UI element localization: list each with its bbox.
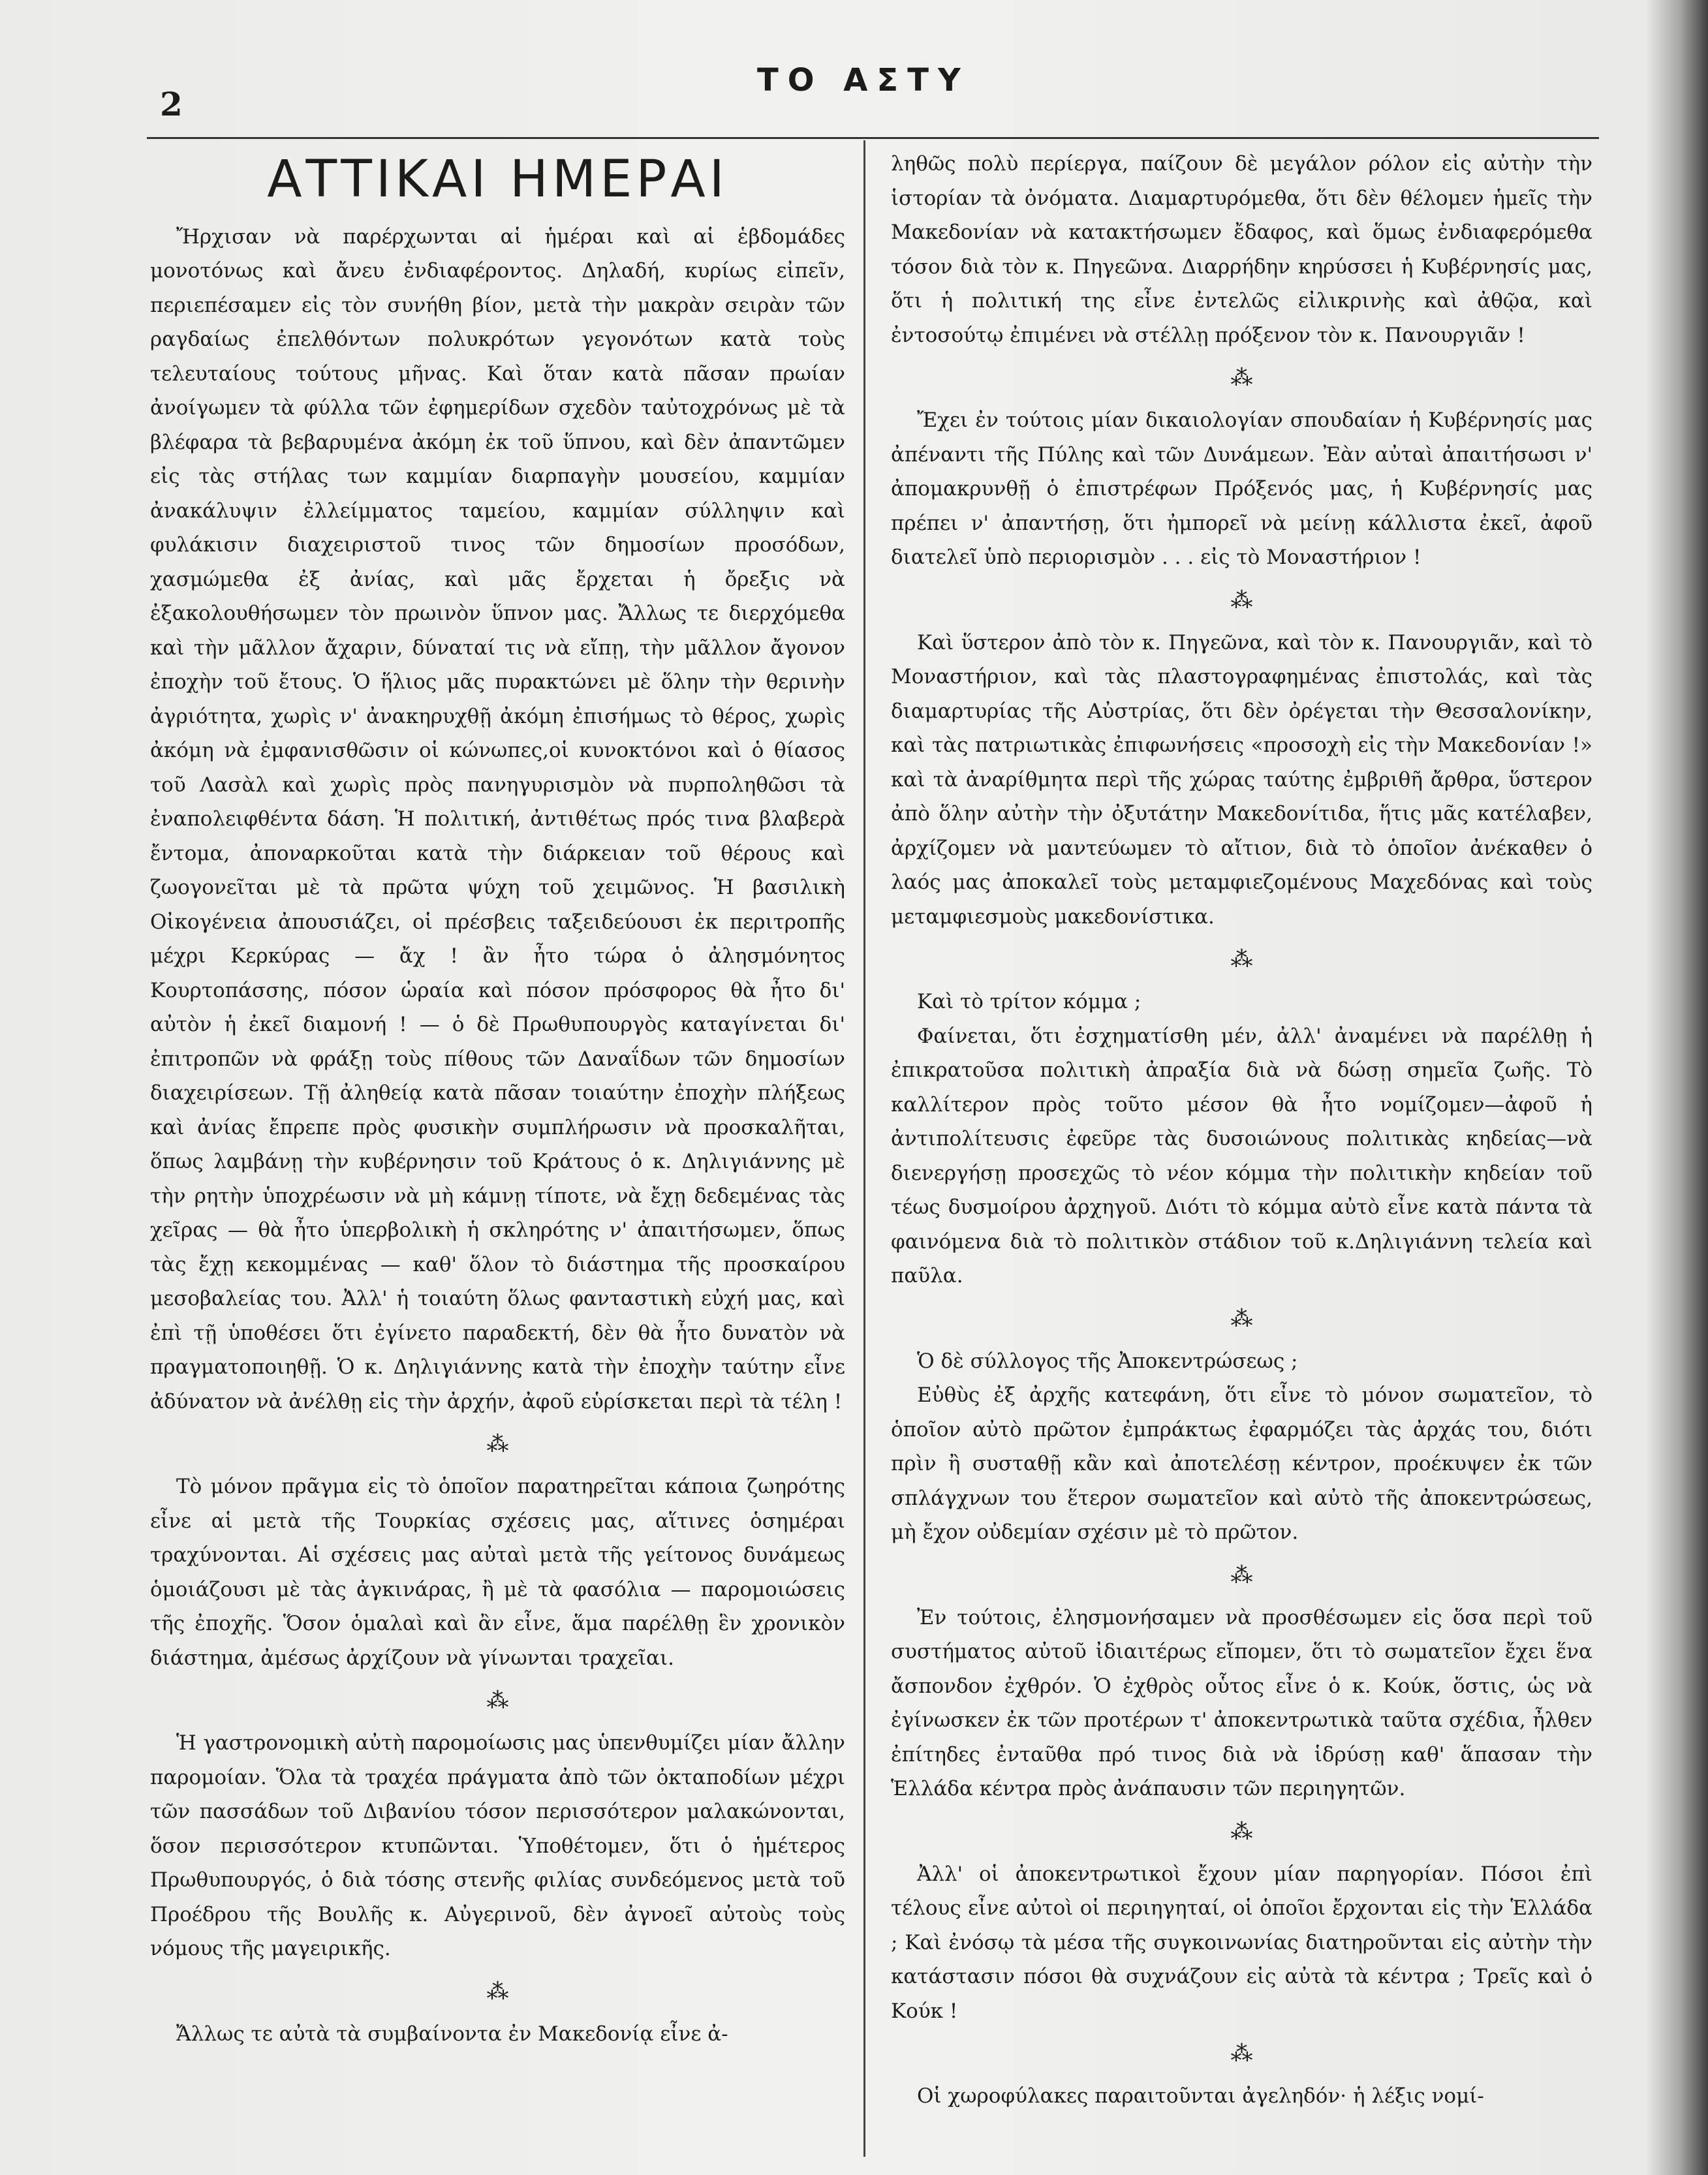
paragraph: Ἤρχισαν νὰ παρέρχωνται αἱ ἡμέραι καὶ αἱ ἑβδομάδες μονοτόνως καὶ ἄνευ ἐνδιαφέροντος. Δηλαδή, κυρίως εἰπεῖν, περιεπέσαμεν εἰς τὸν συνήθη βίον, μετὰ τὴν μακρὰν σειρὰν τῶν ραγδαίως ἐπελθόντων πολυκρότων γεγονότων κατὰ τοὺς τελευταίους τούτους μῆνας. Καὶ ὅταν κατὰ πᾶσαν πρωίαν ἀνοίγωμεν τὰ φύλλα τῶν ἐφημερίδων σχεδὸν ταὐτοχρόνως μὲ τὰ βλέφαρα τὰ βεβαρυμένα ἀκόμη ἐκ τοῦ ὕπνου, καὶ δὲν ἀπαντῶμεν εἰς τὰς στήλας των καμμίαν διαρπαγὴν μουσείου, καμμίαν ἀνακάλυψιν ἐλλείμματος ταμείου, καμμίαν σύλληψιν καὶ φυλάκισιν διαχειριστοῦ τινος τῶν δημοσίων προσόδων, χασμώμεθα ἐξ ἀνίας, καὶ μᾶς ἔρχεται ἡ ὄρεξις νὰ ἐξακολουθήσωμεν τὸν πρωινὸν ὕπνον μας. Ἄλλως τε διερχόμεθα καὶ τὴν μᾶλλον ἄχαριν, δύναταί τις νὰ εἴπῃ, τὴν μᾶλλον ἄγονον ἐποχὴν τοῦ ἔτους. Ὁ ἥλιος μᾶς πυρακτώνει μὲ ὅλην τὴν θερινὴν ἀγριότητα, χωρὶς ν' ἀνακηρυχθῇ ἀκόμη ἐπισήμως τὸ θέρος, χωρὶς ἀκόμη νὰ ἐμφανισθῶσιν οἱ κώνωπες,οἱ κυνοκτόνοι καὶ ὁ θίασος τοῦ Λασὰλ καὶ χωρὶς πρὸς πανηγυρισμὸν νὰ πυρποληθῶσι τὰ ἐναπολειφθέντα δάση. Ἡ πολιτική, ἀντιθέτως πρός τινα βλαβερὰ ἔντομα, ἀποναρκοῦται κατὰ τὴν διάρκειαν τοῦ θέρους καὶ ζωογονεῖται μὲ τὰ πρῶτα ψύχη τοῦ χειμῶνος. Ἡ βασιλικὴ Οἰκογένεια ἀπουσιάζει, οἱ πρέσβεις ταξειδεύουσι ἐκ περιτροπῆς μέχρι Κερκύρας — ἄχ ! ἂν ἦτο τώρα ὁ ἀλησμόνητος Κουρτοπάσσης, πόσον ὡραία καὶ πόσον πρόσφορος θὰ ἦτο δι' αὐτὸν ἡ ἐκεῖ διαμονή ! — ὁ δὲ Πρωθυπουργὸς καταγίνεται δι' ἐπιτροπῶν νὰ φράξῃ τοὺς πίθους τῶν Δαναΐδων τῶν δημοσίων διαχειρίσεων. Τῇ ἀληθείᾳ κατὰ πᾶσαν τοιαύτην ἐποχὴν πλήξεως καὶ ἀνίας ἔπρεπε πρὸς φυσικὴν συμπλήρωσιν νὰ προσκαλῆται, ὅπως λαμβάνῃ τὴν κυβέρνησιν τοῦ Κράτους ὁ κ. Δηλιγιάννης μὲ τὴν ρητὴν ὑποχρέωσιν νὰ μὴ κάμνῃ τίποτε, νὰ ἔχῃ δεδεμένας τὰς χεῖρας — θὰ ἦτο ὑπερβολικὴ ἡ σκληρότης ν' ἀπαιτήσωμεν, ὅπως τὰς ἔχῃ κεκομμένας — καθ' ὅλον τὸ διάστημα τῆς προσκαίρου μεσοβαλείας του. Ἀλλ' ἡ τοιαύτη ὅλως φανταστικὴ εὐχή μας, καὶ ἐπὶ τῇ ὑποθέσει ὅτι ἐγίνετο παραδεκτή, δὲν θὰ ἦτο δυνατὸν νὰ πραγματοποιηθῇ. Ὁ κ. Δηλιγιάννης κατὰ τὴν ἐποχὴν ταύτην εἶνε ἀδύνατον νὰ ἀνέλθῃ εἰς τὴν ἀρχήν, ἀφοῦ εὑρίσκεται περὶ τὰ τέλη ! xyxy=(150,224,845,1413)
paragraph: Φαίνεται, ὅτι ἐσχηματίσθη μέν, ἀλλ' ἀναμένει νὰ παρέλθῃ ἡ ἐπικρατοῦσα πολιτικὴ ἀπραξία διὰ νὰ δώσῃ σημεῖα ζωῆς. Τὸ καλλίτερον πρὸς τοῦτο μέσον θὰ ἦτο νομίζομεν—ἀφοῦ ἡ ἀντιπολίτευσις ἐφεῦρε τὰς δυσοιώνους πολιτικὰς κηδείας—νὰ διενεργήσῃ προσεχῶς τὸ νέον κόμμα τὴν πολιτικὴν κηδείαν τοῦ τέως δυσμοίρου ἀρχηγοῦ. Διότι τὸ κόμμα αὐτὸ εἶνε κατὰ πάντα τὰ φαινόμενα διὰ τὸ πολιτικὸν στάδιον τοῦ κ.Δηλιγιάννη τελεία καὶ παῦλα. xyxy=(891,1024,1592,1288)
header-rule xyxy=(147,137,1599,139)
section-separator: ⁂ xyxy=(1230,946,1253,972)
masthead: ΤΟ ΑΣΤΥ xyxy=(757,62,970,99)
article-title: ΑΤΤΙΚΑΙ ΗΜΕΡΑΙ xyxy=(267,150,728,209)
section-separator: ⁂ xyxy=(1230,1305,1253,1332)
paragraph: Ἡ γαστρονομικὴ αὐτὴ παρομοίωσις μας ὑπενθυμίζει μίαν ἄλλην παρομοίαν. Ὅλα τὰ τραχέα πράγματα ἀπὸ τῶν ὀκταποδίων μέχρι τῶν πασσάδων τοῦ Διβανίου τόσον περισσότερον μαλακώνονται, ὅσον περισσότερον κτυπῶνται. Ὑποθέτομεν, ὅτι ὁ ἡμέτερος Πρωθυπουργός, ὁ διὰ τόσης στενῆς φιλίας συνδεόμενος μετὰ τοῦ Προέδρου τῆς Βουλῆς κ. Αὐγερινοῦ, δὲν ἀγνοεῖ αὐτοὺς τοὺς νόμους τῆς μαγειρικῆς. xyxy=(150,1731,845,1961)
right-column xyxy=(891,147,1592,2114)
paragraph: Ἔχει ἐν τούτοις μίαν δικαιολογίαν σπουδαίαν ἡ Κυβέρνησίς μας ἀπέναντι τῆς Πύλης καὶ τῶν Δυνάμεων. Ἐὰν αὐταὶ ἀπαιτήσωσι ν' ἀπομακρυνθῇ ὁ ἐπιστρέφων Πρόξενός μας, ἡ Κυβέρνησίς μας πρέπει ν' ἀπαντήσῃ, ὅτι ἠμπορεῖ νὰ μείνῃ κάλλιστα ἐκεῖ, ἀφοῦ διατελεῖ ὑπὸ περιορισμὸν . . . εἰς τὸ Μοναστήριον ! xyxy=(891,409,1592,569)
section-separator: ⁂ xyxy=(1230,1562,1253,1588)
page-number: 2 xyxy=(160,85,183,123)
paragraph: Οἱ χωροφύλακες παραιτοῦνται ἀγεληδόν· ἡ λέξις νομί- xyxy=(917,2084,1484,2108)
paragraph: Καὶ τὸ τρίτον κόμμα ; xyxy=(917,990,1141,1013)
paragraph: Ἀλλ' οἱ ἀποκεντρωτικοὶ ἔχουν μίαν παρηγορίαν. Πόσοι ἐπὶ τέλους εἶνε αὐτοὶ οἱ περιηγηταί, οἱ ὁποῖοι ἔρχονται εἰς τὴν Ἑλλάδα ; Καὶ ἐνόσῳ τὰ μέσα τῆς συγκοινωνίας διατηροῦνται εἰς αὐτὴν τὴν κατάστασιν πόσοι θὰ συχνάζουν εἰς αὐτὰ τὰ κέντρα ; Τρεῖς καὶ ὁ Κούκ ! xyxy=(891,1862,1592,2023)
page-edge-shadow xyxy=(1646,0,1708,2175)
paragraph: Εὐθὺς ἐξ ἀρχῆς κατεφάνη, ὅτι εἶνε τὸ μόνον σωματεῖον, τὸ ὁποῖον αὐτὸ πρῶτον ἐμπράκτως ἐφαρμόζει τὰς ἀρχάς του, διότι πρὶν ἢ συσταθῇ κἂν καὶ ἀποτελέσῃ κέντρον, προέκυψεν ἐκ τῶν σπλάγχνων του ἕτερον σωματεῖον καὶ αὐτὸ τῆς ἀποκεντρώσεως, μὴ ἔχον οὐδεμίαν σχέσιν μὲ τὸ πρῶτον. xyxy=(891,1383,1592,1544)
section-separator: ⁂ xyxy=(1230,2041,1253,2067)
section-separator: ⁂ xyxy=(1230,587,1253,613)
section-separator: ⁂ xyxy=(486,1688,509,1714)
paragraph: Ὁ δὲ σύλλογος τῆς Ἀποκεντρώσεως ; xyxy=(917,1349,1298,1373)
section-separator: ⁂ xyxy=(1230,1818,1253,1845)
paragraph: Καὶ ὕστερον ἀπὸ τὸν κ. Πηγεῶνα, καὶ τὸν κ. Πανουργιᾶν, καὶ τὸ Μοναστήριον, καὶ τὰς πλαστογραφημένας ἐπιστολάς, καὶ τὰς διαμαρτυρίας τῆς Αὐστρίας, ὅτι δὲν ὀρέγεται τὴν Θεσσαλονίκην, καὶ τὰς πατριωτικὰς ἐπιφωνήσεις «προσοχὴ εἰς τὴν Μακεδονίαν !» καὶ τὰ ἀναρίθμητα περὶ τῆς χώρας ταύτης ἐμβριθῆ ἄρθρα, ὕστερον ἀπὸ ὅλην αὐτὴν τὴν ὀξυτάτην Μακεδονίτιδα, ἥτις μᾶς κατέλαβεν, ἀρχίζομεν νὰ μαντεύωμεν τὸ αἴτιον, διὰ τὸ ὁποῖον ἀνέκαθεν ὁ λαός μας ἀποκαλεῖ τοὺς μεταμφιεζομένους Μαχεδόνας καὶ τοὺς μεταμφιεσμοὺς μακεδονίστικα. xyxy=(891,630,1592,929)
paragraph: ληθῶς πολὺ περίεργα, παίζουν δὲ μεγάλον ρόλον εἰς αὐτὴν τὴν ἱστορίαν τὰ ὀνόματα. Διαμαρτυρόμεθα, ὅτι δὲν θέλομεν ἡμεῖς τὴν Μακεδονίαν νὰ κατακτήσωμεν ἔδαφος, καὶ ὅμως ἐνδιαφερόμεθα τόσον διὰ τὸν κ. Πηγεῶνα. Διαρρήδην κηρύσσει ἡ Κυβέρνησίς μας, ὅτι ἡ πολιτική της εἶνε ἐντελῶς εἰλικρινὴς καὶ ἀθῷα, καὶ ἐντοσούτῳ ἐπιμένει νὰ στέλλῃ πρόξενον τὸν κ. Πανουργιᾶν ! xyxy=(891,152,1592,347)
left-column xyxy=(150,147,845,2051)
section-separator: ⁂ xyxy=(486,1431,509,1458)
column-divider xyxy=(863,140,865,2157)
paragraph: Ἐν τούτοις, ἐλησμονήσαμεν νὰ προσθέσωμεν εἰς ὅσα περὶ τοῦ συστήματος αὐτοῦ ἰδιαιτέρως εἴπομεν, ὅτι τὸ σωματεῖον ἔχει ἕνα ἄσπονδον ἐχθρόν. Ὁ ἐχθρὸς οὗτος εἶνε ὁ κ. Κούκ, ὅστις, ὡς νὰ ἐγίνωσκεν ἐκ τῶν προτέρων τ' ἀποκεντρωτικὰ ταῦτα σχέδια, ἦλθεν ἐπίτηδες ἐνταῦθα πρό τινος διὰ νὰ ἱδρύσῃ καθ' ἅπασαν τὴν Ἑλλάδα κέντρα πρὸς ἀνάπαυσιν τῶν περιηγητῶν. xyxy=(891,1605,1592,1800)
section-separator: ⁂ xyxy=(486,1978,509,2005)
section-separator: ⁂ xyxy=(1230,365,1253,391)
paragraph: Τὸ μόνον πρᾶγμα εἰς τὸ ὁποῖον παρατηρεῖται κάποια ζωηρότης εἶνε αἱ μετὰ τῆς Τουρκίας σχέσεις μας, αἵτινες ὁσημέραι τραχύνονται. Αἱ σχέσεις μας αὐταὶ μετὰ τῆς γείτονος δυνάμεως ὁμοιάζουσι μὲ τὰς ἀγκινάρας, ἢ μὲ τὰ φασόλια — παρομοιώσεις τῆς ἐποχῆς. Ὅσον ὁμαλαὶ καὶ ἂν εἶνε, ἅμα παρέλθῃ ἓν χρονικὸν διάστημα, ἀμέσως ἀρχίζουν νὰ γίνωνται τραχεῖαι. xyxy=(150,1475,845,1670)
paragraph: Ἄλλως τε αὐτὰ τὰ συμβαίνοντα ἐν Μακεδονίᾳ εἶνε ἀ- xyxy=(176,2022,728,2046)
